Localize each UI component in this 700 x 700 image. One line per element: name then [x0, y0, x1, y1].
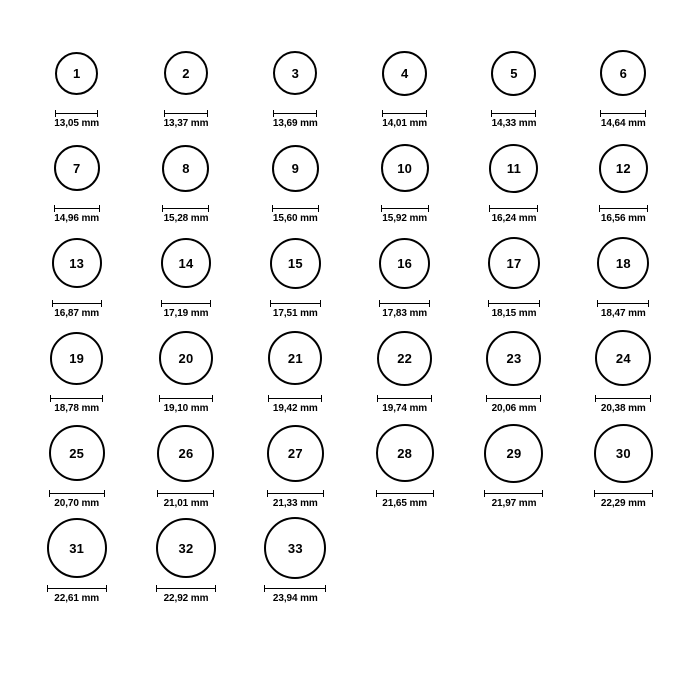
ring-circle-wrap: [164, 40, 208, 106]
measure-line: [267, 490, 324, 497]
ring-size-cell: [459, 40, 568, 135]
diameter-label: 22,92 mm: [163, 593, 209, 604]
ring-circle-wrap: [268, 325, 322, 391]
measure-line: [164, 110, 208, 117]
diameter-label: 17,83 mm: [382, 308, 428, 319]
ring-size-number: 23: [506, 350, 522, 366]
ring-size-number: 11: [506, 160, 522, 176]
ring-circle-wrap: [594, 420, 653, 486]
ring-size-cell: [459, 420, 568, 515]
diameter-measure-bar: [156, 584, 216, 592]
ring-circle: [273, 51, 317, 95]
diameter-measure-bar: [488, 299, 540, 307]
diameter-measure-bar: [381, 204, 429, 212]
diameter-measure-bar: [484, 489, 543, 497]
ring-circle: [49, 425, 105, 481]
ring-circle-wrap: [595, 325, 651, 391]
diameter-label: 18,15 mm: [491, 308, 537, 319]
ring-size-number: 20: [178, 350, 194, 366]
ring-size-cell: [459, 230, 568, 325]
ring-circle-wrap: [599, 135, 648, 201]
diameter-label: 15,28 mm: [163, 213, 209, 224]
measure-line: [600, 110, 646, 117]
diameter-measure-bar: [268, 394, 322, 402]
ring-circle: [161, 238, 211, 288]
measure-line: [49, 490, 105, 497]
ring-circle: [159, 331, 213, 385]
diameter-label: 16,87 mm: [54, 308, 100, 319]
measure-line: [379, 300, 430, 307]
measure-line: [50, 395, 103, 402]
diameter-label: 19,74 mm: [382, 403, 428, 414]
ring-size-cell: [569, 135, 678, 230]
ring-circle-wrap: [491, 40, 536, 106]
ring-size-number: 9: [291, 160, 300, 176]
ring-size-number: 1: [72, 65, 81, 81]
ring-size-number: 30: [615, 445, 631, 461]
ring-size-grid: [22, 40, 678, 610]
ring-size-cell: [22, 230, 131, 325]
ring-circle: [597, 237, 649, 289]
ring-circle-wrap: [486, 325, 541, 391]
diameter-measure-bar: [47, 584, 107, 592]
ring-size-number: 33: [287, 540, 303, 556]
diameter-measure-bar: [162, 204, 209, 212]
diameter-label: 16,24 mm: [491, 213, 537, 224]
diameter-label: 21,33 mm: [272, 498, 318, 509]
ring-size-cell: [131, 40, 240, 135]
diameter-label: 21,01 mm: [163, 498, 209, 509]
ring-circle-wrap: [376, 420, 434, 486]
ring-circle: [54, 145, 100, 191]
ring-circle-wrap: [52, 230, 102, 296]
measure-line: [491, 110, 536, 117]
measure-line: [484, 490, 543, 497]
ring-circle-wrap: [161, 230, 211, 296]
ring-size-cell: [569, 420, 678, 515]
diameter-measure-bar: [267, 489, 324, 497]
diameter-measure-bar: [595, 394, 651, 402]
ring-size-number: 3: [291, 65, 300, 81]
measure-line: [595, 395, 651, 402]
diameter-label: 14,01 mm: [382, 118, 428, 129]
measure-line: [157, 490, 214, 497]
ring-size-number: 29: [506, 445, 522, 461]
ring-circle-wrap: [156, 515, 216, 581]
ring-size-cell: [241, 230, 350, 325]
ring-size-number: 26: [178, 445, 194, 461]
ring-circle-wrap: [379, 230, 430, 296]
diameter-label: 14,96 mm: [54, 213, 100, 224]
ring-size-number: 18: [615, 255, 631, 271]
ring-circle: [264, 517, 326, 579]
diameter-measure-bar: [157, 489, 214, 497]
diameter-measure-bar: [49, 489, 105, 497]
ring-size-number: 16: [397, 255, 413, 271]
ring-circle-wrap: [55, 40, 98, 106]
measure-line: [55, 110, 98, 117]
diameter-measure-bar: [377, 394, 432, 402]
ring-circle-wrap: [50, 325, 103, 391]
ring-circle: [489, 144, 538, 193]
ring-size-cell: [131, 135, 240, 230]
diameter-label: 18,78 mm: [54, 403, 100, 414]
diameter-measure-bar: [600, 109, 646, 117]
measure-line: [162, 205, 209, 212]
diameter-measure-bar: [159, 394, 213, 402]
ring-circle: [595, 330, 651, 386]
ring-size-cell: [459, 325, 568, 420]
ring-circle-wrap: [377, 325, 432, 391]
measure-line: [381, 205, 429, 212]
ring-circle: [157, 425, 214, 482]
ring-circle-wrap: [157, 420, 214, 486]
measure-line: [268, 395, 322, 402]
diameter-label: 13,69 mm: [272, 118, 318, 129]
ring-size-cell: [131, 325, 240, 420]
ring-size-cell: [22, 135, 131, 230]
ring-circle: [270, 238, 321, 289]
ring-size-number: 27: [287, 445, 303, 461]
ring-size-cell: [241, 325, 350, 420]
ring-size-number: 28: [397, 445, 413, 461]
diameter-measure-bar: [382, 109, 427, 117]
ring-circle: [272, 145, 319, 192]
diameter-measure-bar: [50, 394, 103, 402]
ring-circle: [484, 424, 543, 483]
ring-size-number: 22: [397, 350, 413, 366]
diameter-label: 19,42 mm: [272, 403, 318, 414]
diameter-measure-bar: [376, 489, 434, 497]
ring-circle-wrap: [159, 325, 213, 391]
ring-size-number: 4: [400, 65, 409, 81]
ring-circle-wrap: [162, 135, 209, 201]
ring-circle-wrap: [267, 420, 324, 486]
ring-size-number: 21: [287, 350, 303, 366]
ring-size-number: 7: [72, 160, 81, 176]
ring-size-cell: [350, 420, 459, 515]
ring-size-cell: [241, 135, 350, 230]
diameter-measure-bar: [270, 299, 321, 307]
ring-circle-wrap: [272, 135, 319, 201]
diameter-label: 15,60 mm: [272, 213, 318, 224]
ring-size-number: 15: [287, 255, 303, 271]
ring-circle: [594, 424, 653, 483]
ring-size-cell: [241, 515, 350, 610]
ring-circle: [599, 144, 648, 193]
ring-size-number: 14: [178, 255, 194, 271]
ring-circle: [491, 51, 536, 96]
diameter-measure-bar: [272, 204, 319, 212]
ring-circle-wrap: [49, 420, 105, 486]
ring-size-number: 2: [182, 65, 190, 81]
measure-line: [161, 300, 211, 307]
ring-size-cell: [22, 40, 131, 135]
diameter-measure-bar: [379, 299, 430, 307]
measure-line: [270, 300, 321, 307]
measure-line: [52, 300, 102, 307]
ring-circle: [379, 238, 430, 289]
measure-line: [376, 490, 434, 497]
diameter-label: 22,29 mm: [600, 498, 646, 509]
diameter-measure-bar: [55, 109, 98, 117]
diameter-label: 17,19 mm: [163, 308, 209, 319]
ring-circle: [268, 331, 322, 385]
diameter-label: 15,92 mm: [382, 213, 428, 224]
diameter-measure-bar: [489, 204, 538, 212]
diameter-measure-bar: [52, 299, 102, 307]
ring-circle: [162, 145, 209, 192]
ring-size-number: 25: [69, 445, 85, 461]
ring-size-cell: [569, 40, 678, 135]
diameter-label: 20,38 mm: [600, 403, 646, 414]
diameter-measure-bar: [597, 299, 649, 307]
ring-size-cell: [569, 325, 678, 420]
diameter-measure-bar: [273, 109, 317, 117]
ring-circle: [50, 332, 103, 385]
ring-circle: [164, 51, 208, 95]
measure-line: [382, 110, 427, 117]
diameter-label: 16,56 mm: [600, 213, 646, 224]
ring-circle: [382, 51, 427, 96]
diameter-measure-bar: [161, 299, 211, 307]
ring-circle: [55, 52, 98, 95]
ring-size-cell: [22, 515, 131, 610]
ring-size-number: 5: [510, 65, 518, 81]
measure-line: [156, 585, 216, 592]
diameter-label: 22,61 mm: [54, 593, 100, 604]
ring-circle-wrap: [270, 230, 321, 296]
measure-line: [489, 205, 538, 212]
ring-size-number: 6: [619, 65, 628, 81]
ring-circle: [486, 331, 541, 386]
measure-line: [594, 490, 653, 497]
diameter-label: 13,05 mm: [54, 118, 100, 129]
diameter-label: 20,70 mm: [54, 498, 100, 509]
ring-size-cell: [131, 515, 240, 610]
ring-size-number: 13: [69, 255, 85, 271]
measure-line: [599, 205, 648, 212]
ring-circle: [267, 425, 324, 482]
ring-circle: [488, 237, 540, 289]
ring-circle-wrap: [488, 230, 540, 296]
ring-circle: [47, 518, 107, 578]
ring-circle-wrap: [381, 135, 429, 201]
ring-size-number: 31: [69, 540, 85, 556]
ring-circle-wrap: [600, 40, 646, 106]
ring-circle-wrap: [382, 40, 427, 106]
ring-size-cell: [241, 420, 350, 515]
ring-size-number: 19: [69, 350, 85, 366]
diameter-label: 13,37 mm: [163, 118, 209, 129]
measure-line: [273, 110, 317, 117]
diameter-measure-bar: [264, 584, 326, 592]
ring-circle: [600, 50, 646, 96]
diameter-measure-bar: [491, 109, 536, 117]
ring-circle-wrap: [489, 135, 538, 201]
diameter-measure-bar: [594, 489, 653, 497]
measure-line: [54, 205, 100, 212]
diameter-label: 14,33 mm: [491, 118, 537, 129]
diameter-label: 14,64 mm: [600, 118, 646, 129]
ring-circle: [156, 518, 216, 578]
ring-size-number: 12: [615, 160, 631, 176]
ring-size-number: 10: [397, 160, 413, 176]
ring-circle-wrap: [54, 135, 100, 201]
measure-line: [488, 300, 540, 307]
measure-line: [377, 395, 432, 402]
ring-size-cell: [350, 135, 459, 230]
ring-circle: [52, 238, 102, 288]
measure-line: [597, 300, 649, 307]
diameter-measure-bar: [54, 204, 100, 212]
diameter-measure-bar: [164, 109, 208, 117]
ring-circle-wrap: [47, 515, 107, 581]
ring-size-cell: [350, 40, 459, 135]
ring-circle: [376, 424, 434, 482]
ring-size-cell: [22, 325, 131, 420]
ring-size-cell: [350, 230, 459, 325]
diameter-label: 21,97 mm: [491, 498, 537, 509]
measure-line: [272, 205, 319, 212]
ring-size-cell: [131, 420, 240, 515]
ring-size-cell: [22, 420, 131, 515]
ring-circle: [381, 144, 429, 192]
ring-size-number: 17: [506, 255, 522, 271]
ring-size-cell: [350, 325, 459, 420]
measure-line: [486, 395, 541, 402]
ring-circle: [377, 331, 432, 386]
ring-circle-wrap: [484, 420, 543, 486]
diameter-label: 17,51 mm: [272, 308, 318, 319]
diameter-label: 18,47 mm: [600, 308, 646, 319]
diameter-label: 19,10 mm: [163, 403, 209, 414]
measure-line: [159, 395, 213, 402]
diameter-label: 23,94 mm: [272, 593, 318, 604]
diameter-measure-bar: [599, 204, 648, 212]
ring-circle-wrap: [597, 230, 649, 296]
diameter-label: 21,65 mm: [382, 498, 428, 509]
ring-size-number: 32: [178, 540, 194, 556]
ring-size-cell: [131, 230, 240, 325]
ring-size-number: 8: [182, 160, 190, 176]
ring-circle-wrap: [264, 515, 326, 581]
ring-size-cell: [459, 135, 568, 230]
ring-size-cell: [241, 40, 350, 135]
measure-line: [47, 585, 107, 592]
diameter-label: 20,06 mm: [491, 403, 537, 414]
measure-line: [264, 585, 326, 592]
ring-circle-wrap: [273, 40, 317, 106]
ring-size-cell: [569, 230, 678, 325]
diameter-measure-bar: [486, 394, 541, 402]
ring-size-number: 24: [615, 350, 631, 366]
